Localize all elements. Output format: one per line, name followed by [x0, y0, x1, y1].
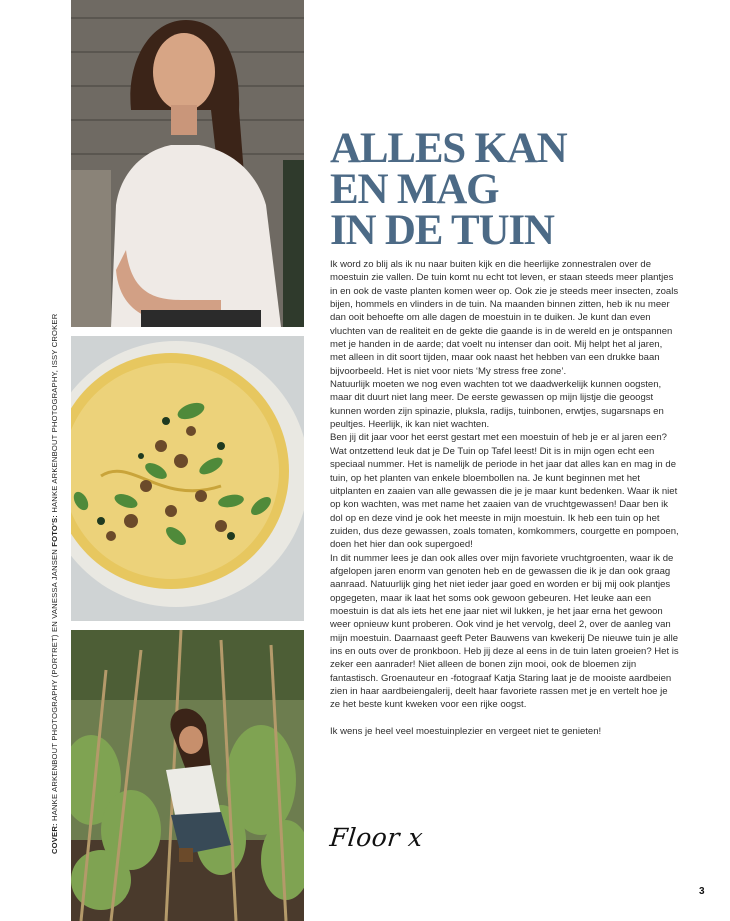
signature: Floor x [328, 823, 425, 852]
headline [330, 125, 660, 254]
photos-credit-label: FOTO'S: [50, 514, 59, 547]
portrait-photo [71, 0, 304, 327]
photos-credit-text: HANKE ARKENBOUT PHOTOGRAPHY, ISSY CROKER [50, 313, 59, 515]
garden-photo [71, 630, 304, 921]
headline-line: IN DE TUIN [330, 207, 554, 254]
cover-credit-text: HANKE ARKENBOUT PHOTOGRAPHY (PORTRET) EN VANESSA JANSEN [50, 546, 59, 824]
article-paragraph: Ben jij dit jaar voor het eerst gestart met een moestuin of heb je er al jaren een? Wat ontzettend leuk dat je De Tuin op Tafel leest! Dit is in mijn ogen echt een speciaal nummer. Het is namelijk de periode in het jaar dat alles kan en mag in de tuin, op het planten van enkele bloembollen na. Je kunt beginnen met het uitplanten en zaaien van alle gewassen die je je maar kunt bedenken. Waar ik niet op kon wachten, was met name het zaaien van de vruchtgewassen! Daar ben ik dol op en deze vind je ook het meeste in mijn moestuin. Ik heb een tuin op het zuiden, dus deze gewassen, zoals tomaten, komkommers, courgette en pompoen, doen het hier dan ook supergoed! [330, 432, 679, 551]
photo-credits [50, 313, 62, 854]
page-number: 3 [699, 886, 705, 897]
article-paragraph: Ik word zo blij als ik nu naar buiten kijk en die heerlijke zonnestralen over de moestuin zie vallen. De tuin komt nu echt tot leven, er staan steeds meer plantjes in en ook de vaste planten komen weer op. Ook zie je steeds meer insecten, zoals bijen, hommels en vlinders in de tuin. Na maanden binnen zitten, heb ik nu meer dan ooit behoefte om alle dagen de moestuin in te duiken. Je kunt dan even vluchten van de realiteit en de gekte die gaande is in de wereld en je ontspannen met je handen in de aarde; dat voelt nu intenser dan ooit. Mij helpt het al jaren, met alleen in dit soort tijden, maar ook naast het hebben van een drukke baan bijvoorbeeld. Het is niet voor niets ‘My stress free zone’. [330, 259, 679, 377]
cover-credit-label: COVER: [50, 823, 59, 854]
headline-line: EN MAG [330, 166, 499, 213]
article-paragraph: In dit nummer lees je dan ook alles over mijn favoriete vruchtgroenten, waar ik de afgelopen jaren enorm van genoten heb en de gewassen die ik je dan ook graag aanraad. Natuurlijk ging het niet ieder jaar goed en worden er bij mij ook plantjes opgegeten, maar ik laat het soms ook gewoon gebeuren. Het leuke aan een moestuin is dat als iets het ene jaar niet wil lukken, je het jaar erna het gewoon weer opnieuw kunt proberen. Ook vind je het vervolg, deel 2, over de aanleg van mijn moestuin. Daarnaast geeft Peter Bauwens van kwekerij De nieuwe tuin je alle ins en outs over de pronkboon. Heb jij deze al eens in de tuin laten groeien? Het is zeker een aanrader! Niet alleen de bonen zijn mooi, ook de bloemen zijn fantastisch. Groenauteur en -fotograaf Katja Staring laat je de mooiste aardbeien zien in haar aardbeiengalerij, deelt haar favoriete rassen met je en vertelt hoe je ze het beste kunt kweken voor een rijke oogst. [330, 552, 679, 711]
headline-line: ALLES KAN [330, 125, 567, 172]
soup-photo [71, 336, 304, 621]
closing-paragraph: Ik wens je heel veel moestuinplezier en vergeet niet te genieten! [330, 725, 602, 737]
article-paragraph: Natuurlijk moeten we nog even wachten tot we daadwerkelijk kunnen oogsten, maar dit duurt niet lang meer. De eerste gewassen op mijn lijstje die geoogst kunnen worden zijn spinazie, pluksla, radijs, tuinbonen, erwtjes, sugarsnaps en peultjes. Heerlijk, ik kan niet wachten. [330, 379, 664, 431]
article-body [330, 258, 680, 738]
